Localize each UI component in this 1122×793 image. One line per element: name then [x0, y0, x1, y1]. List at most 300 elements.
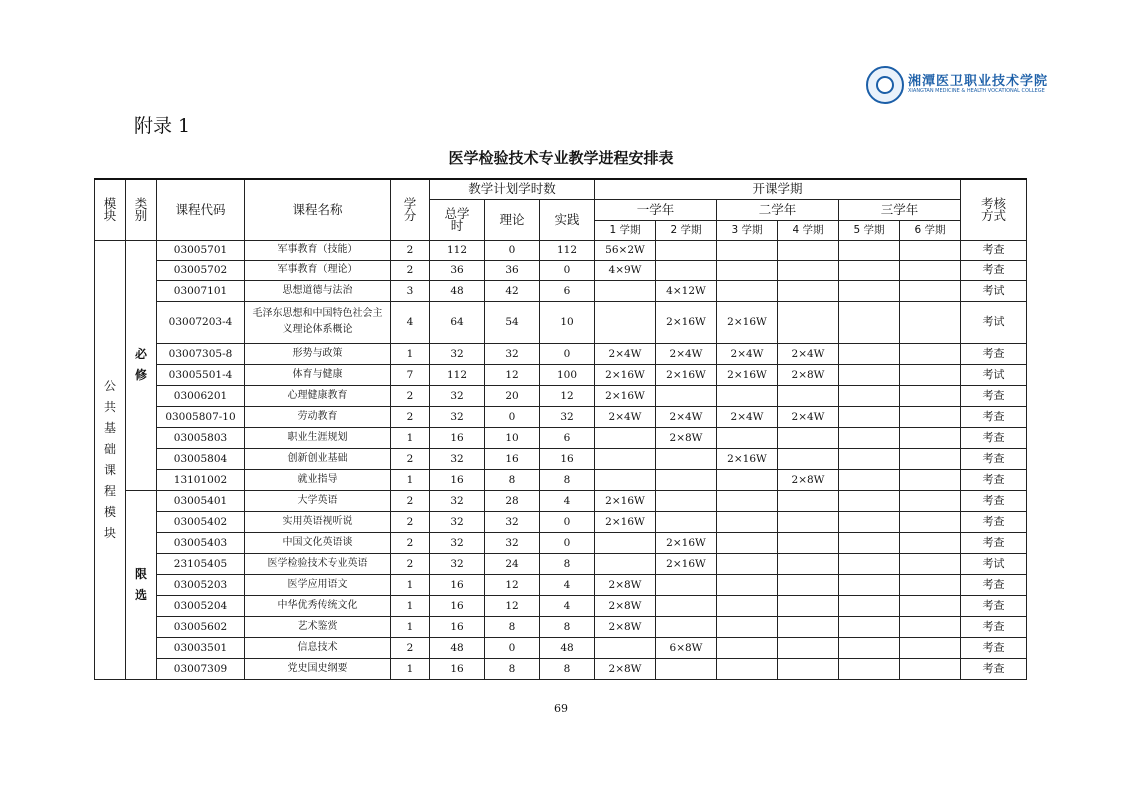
cell-s6 — [900, 574, 961, 595]
cell-code: 03006201 — [157, 385, 245, 406]
cell-s5 — [839, 637, 900, 658]
cell-s4: 2×4W — [778, 343, 839, 364]
cell-s2 — [656, 240, 717, 260]
cell-s3: 2×16W — [717, 301, 778, 343]
cell-practice: 0 — [540, 260, 595, 280]
cell-s6 — [900, 343, 961, 364]
cell-exam: 考试 — [961, 364, 1027, 385]
cell-practice: 4 — [540, 574, 595, 595]
cell-s5 — [839, 301, 900, 343]
cell-exam: 考查 — [961, 406, 1027, 427]
cell-s2 — [656, 616, 717, 637]
cell-s4 — [778, 553, 839, 574]
table-row — [95, 448, 1027, 469]
cell-name: 中华优秀传统文化 — [245, 595, 391, 616]
cell-s5 — [839, 490, 900, 511]
cell-code: 03005402 — [157, 511, 245, 532]
cell-name: 就业指导 — [245, 469, 391, 490]
cell-code: 03005203 — [157, 574, 245, 595]
cell-exam: 考查 — [961, 658, 1027, 679]
header-sem1: 1 学期 — [595, 220, 656, 240]
cell-s6 — [900, 595, 961, 616]
cell-practice: 8 — [540, 469, 595, 490]
cell-credit: 7 — [391, 364, 430, 385]
cell-code: 03005204 — [157, 595, 245, 616]
appendix-label: 附录 1 — [134, 115, 191, 137]
cell-practice: 10 — [540, 301, 595, 343]
cell-code: 03005803 — [157, 427, 245, 448]
cell-s6 — [900, 406, 961, 427]
cell-exam: 考试 — [961, 280, 1027, 301]
cell-s5 — [839, 595, 900, 616]
cell-s2: 2×16W — [656, 301, 717, 343]
cell-practice: 112 — [540, 240, 595, 260]
cell-exam: 考查 — [961, 637, 1027, 658]
cell-s1 — [595, 637, 656, 658]
category-elective — [126, 490, 157, 679]
cell-name: 军事教育（理论） — [245, 260, 391, 280]
category-label: 必修 — [134, 347, 147, 382]
table-row — [95, 595, 1027, 616]
cell-s2 — [656, 469, 717, 490]
cell-exam: 考查 — [961, 616, 1027, 637]
cell-s1: 2×8W — [595, 616, 656, 637]
header-sem5: 5 学期 — [839, 220, 900, 240]
cell-s3 — [717, 574, 778, 595]
cell-s3 — [717, 260, 778, 280]
table-row — [95, 469, 1027, 490]
cell-s3 — [717, 490, 778, 511]
cell-total: 16 — [430, 595, 485, 616]
cell-total: 32 — [430, 406, 485, 427]
cell-exam: 考查 — [961, 240, 1027, 260]
cell-practice: 16 — [540, 448, 595, 469]
cell-practice: 0 — [540, 511, 595, 532]
cell-credit: 1 — [391, 427, 430, 448]
cell-exam: 考查 — [961, 448, 1027, 469]
header-year1: 一学年 — [595, 199, 717, 220]
cell-practice: 32 — [540, 406, 595, 427]
cell-s3: 2×16W — [717, 448, 778, 469]
cell-practice: 4 — [540, 490, 595, 511]
cell-total: 32 — [430, 385, 485, 406]
cell-theory: 12 — [485, 574, 540, 595]
cell-credit: 2 — [391, 448, 430, 469]
cell-s3: 2×4W — [717, 343, 778, 364]
cell-theory: 12 — [485, 364, 540, 385]
cell-total: 112 — [430, 240, 485, 260]
cell-name: 劳动教育 — [245, 406, 391, 427]
college-name-en: XIANGTAN MEDICINE & HEALTH VOCATIONAL COLLEGE — [908, 88, 1045, 94]
cell-code: 03005701 — [157, 240, 245, 260]
cell-s3: 2×4W — [717, 406, 778, 427]
header-theory: 理论 — [485, 199, 540, 240]
cell-credit: 2 — [391, 240, 430, 260]
cell-name: 党史国史纲要 — [245, 658, 391, 679]
cell-practice: 0 — [540, 532, 595, 553]
table-row — [95, 427, 1027, 448]
cell-s4 — [778, 260, 839, 280]
cell-s3 — [717, 595, 778, 616]
cell-theory: 8 — [485, 469, 540, 490]
table-row — [95, 343, 1027, 364]
cell-s4 — [778, 532, 839, 553]
page-number: 69 — [554, 702, 568, 715]
cell-s1 — [595, 532, 656, 553]
cell-theory: 28 — [485, 490, 540, 511]
cell-s4 — [778, 616, 839, 637]
cell-s2 — [656, 490, 717, 511]
header-hours-group: 教学计划学时数 — [430, 179, 595, 199]
cell-theory: 10 — [485, 427, 540, 448]
header-category: 类别 — [126, 179, 157, 240]
cell-s6 — [900, 637, 961, 658]
cell-total: 16 — [430, 658, 485, 679]
cell-credit: 1 — [391, 574, 430, 595]
cell-total: 48 — [430, 637, 485, 658]
cell-s6 — [900, 616, 961, 637]
cell-s3 — [717, 469, 778, 490]
cell-name: 体育与健康 — [245, 364, 391, 385]
cell-practice: 8 — [540, 553, 595, 574]
header-year2: 二学年 — [717, 199, 839, 220]
cell-theory: 42 — [485, 280, 540, 301]
cell-s1: 2×16W — [595, 364, 656, 385]
cell-s3 — [717, 280, 778, 301]
cell-s4 — [778, 574, 839, 595]
header-module: 模块 — [95, 179, 126, 240]
college-name: 湘潭医卫职业技术学院 — [908, 74, 1049, 89]
cell-s1 — [595, 448, 656, 469]
cell-s3 — [717, 385, 778, 406]
cell-s6 — [900, 490, 961, 511]
header-total-hours: 总学时 — [430, 199, 485, 240]
header-semester-group: 开课学期 — [595, 179, 961, 199]
cell-code: 03007101 — [157, 280, 245, 301]
cell-s2: 4×12W — [656, 280, 717, 301]
college-logo — [866, 66, 1049, 106]
cell-total: 64 — [430, 301, 485, 343]
header-course-code: 课程代码 — [157, 179, 245, 240]
cell-s4 — [778, 301, 839, 343]
header-course-name: 课程名称 — [245, 179, 391, 240]
cell-credit: 2 — [391, 490, 430, 511]
cell-credit: 1 — [391, 616, 430, 637]
cell-s2: 6×8W — [656, 637, 717, 658]
cell-practice: 6 — [540, 280, 595, 301]
table-row — [95, 260, 1027, 280]
cell-code: 03003501 — [157, 637, 245, 658]
cell-theory: 54 — [485, 301, 540, 343]
cell-total: 16 — [430, 427, 485, 448]
cell-total: 32 — [430, 553, 485, 574]
cell-credit: 3 — [391, 280, 430, 301]
cell-s3 — [717, 616, 778, 637]
cell-theory: 32 — [485, 343, 540, 364]
cell-s6 — [900, 532, 961, 553]
cell-code: 03005602 — [157, 616, 245, 637]
cell-total: 32 — [430, 511, 485, 532]
cell-credit: 4 — [391, 301, 430, 343]
page-title: 医学检验技术专业教学进程安排表 — [448, 149, 674, 167]
cell-total: 112 — [430, 364, 485, 385]
cell-name: 实用英语视听说 — [245, 511, 391, 532]
cell-name: 医学检验技术专业英语 — [245, 553, 391, 574]
cell-s4: 2×8W — [778, 469, 839, 490]
cell-code: 03005807-10 — [157, 406, 245, 427]
cell-s2: 2×4W — [656, 406, 717, 427]
cell-s5 — [839, 427, 900, 448]
table-row — [95, 301, 1027, 343]
cell-code: 03005401 — [157, 490, 245, 511]
cell-s1: 2×8W — [595, 658, 656, 679]
cell-s1 — [595, 301, 656, 343]
cell-s5 — [839, 364, 900, 385]
cell-s3: 2×16W — [717, 364, 778, 385]
table-row — [95, 364, 1027, 385]
cell-theory: 36 — [485, 260, 540, 280]
cell-total: 48 — [430, 280, 485, 301]
cell-exam: 考查 — [961, 385, 1027, 406]
module-cell — [95, 240, 126, 679]
cell-practice: 4 — [540, 595, 595, 616]
cell-s2 — [656, 448, 717, 469]
cell-exam: 考查 — [961, 574, 1027, 595]
cell-practice: 100 — [540, 364, 595, 385]
college-emblem-icon — [866, 66, 904, 104]
cell-s2: 2×16W — [656, 364, 717, 385]
cell-s6 — [900, 658, 961, 679]
cell-exam: 考查 — [961, 427, 1027, 448]
cell-s4 — [778, 595, 839, 616]
cell-s2 — [656, 260, 717, 280]
cell-s2: 2×16W — [656, 553, 717, 574]
cell-credit: 2 — [391, 511, 430, 532]
cell-theory: 0 — [485, 637, 540, 658]
course-schedule-table — [94, 178, 1027, 680]
cell-name: 毛泽东思想和中国特色社会主义理论体系概论 — [245, 301, 391, 343]
table-row — [95, 616, 1027, 637]
cell-exam: 考查 — [961, 260, 1027, 280]
header-sem4: 4 学期 — [778, 220, 839, 240]
cell-exam: 考查 — [961, 532, 1027, 553]
cell-s3 — [717, 553, 778, 574]
cell-name: 医学应用语文 — [245, 574, 391, 595]
cell-credit: 1 — [391, 343, 430, 364]
cell-practice: 8 — [540, 616, 595, 637]
cell-name: 中国文化英语谈 — [245, 532, 391, 553]
header-practice: 实践 — [540, 199, 595, 240]
cell-s2: 2×4W — [656, 343, 717, 364]
cell-theory: 32 — [485, 511, 540, 532]
cell-credit: 1 — [391, 658, 430, 679]
cell-total: 16 — [430, 574, 485, 595]
cell-code: 03005804 — [157, 448, 245, 469]
cell-s1: 2×8W — [595, 574, 656, 595]
cell-exam: 考查 — [961, 490, 1027, 511]
cell-credit: 1 — [391, 469, 430, 490]
cell-name: 职业生涯规划 — [245, 427, 391, 448]
cell-theory: 12 — [485, 595, 540, 616]
cell-s6 — [900, 301, 961, 343]
cell-s6 — [900, 280, 961, 301]
cell-s1: 2×4W — [595, 406, 656, 427]
cell-s2 — [656, 658, 717, 679]
cell-s5 — [839, 553, 900, 574]
category-label: 限选 — [134, 566, 147, 602]
cell-s4 — [778, 385, 839, 406]
cell-s6 — [900, 448, 961, 469]
cell-total: 32 — [430, 532, 485, 553]
table-row — [95, 553, 1027, 574]
cell-total: 32 — [430, 343, 485, 364]
cell-total: 32 — [430, 490, 485, 511]
cell-code: 03007309 — [157, 658, 245, 679]
cell-s5 — [839, 280, 900, 301]
cell-code: 03005501-4 — [157, 364, 245, 385]
cell-s4 — [778, 240, 839, 260]
cell-name: 思想道德与法治 — [245, 280, 391, 301]
cell-s3 — [717, 427, 778, 448]
cell-s5 — [839, 469, 900, 490]
cell-s6 — [900, 427, 961, 448]
cell-s4 — [778, 448, 839, 469]
cell-theory: 24 — [485, 553, 540, 574]
cell-s5 — [839, 240, 900, 260]
cell-s2: 2×8W — [656, 427, 717, 448]
cell-s5 — [839, 343, 900, 364]
cell-s5 — [839, 574, 900, 595]
cell-theory: 8 — [485, 616, 540, 637]
cell-theory: 0 — [485, 406, 540, 427]
header-sem6: 6 学期 — [900, 220, 961, 240]
cell-s3 — [717, 532, 778, 553]
cell-s5 — [839, 658, 900, 679]
cell-practice: 0 — [540, 343, 595, 364]
cell-credit: 2 — [391, 637, 430, 658]
header-credit: 学分 — [391, 179, 430, 240]
cell-name: 信息技术 — [245, 637, 391, 658]
cell-s2 — [656, 385, 717, 406]
cell-code: 03005403 — [157, 532, 245, 553]
cell-code: 03005702 — [157, 260, 245, 280]
cell-s1: 2×16W — [595, 385, 656, 406]
cell-s4 — [778, 490, 839, 511]
cell-theory: 0 — [485, 240, 540, 260]
cell-s1 — [595, 280, 656, 301]
table-row — [95, 490, 1027, 511]
table-row — [95, 406, 1027, 427]
cell-s1 — [595, 553, 656, 574]
cell-code: 03007203-4 — [157, 301, 245, 343]
cell-name: 创新创业基础 — [245, 448, 391, 469]
cell-exam: 考查 — [961, 595, 1027, 616]
cell-s4 — [778, 280, 839, 301]
cell-theory: 8 — [485, 658, 540, 679]
table-row — [95, 511, 1027, 532]
cell-theory: 32 — [485, 532, 540, 553]
table-row — [95, 574, 1027, 595]
cell-total: 36 — [430, 260, 485, 280]
cell-s4 — [778, 511, 839, 532]
cell-s1: 2×8W — [595, 595, 656, 616]
cell-s4 — [778, 427, 839, 448]
header-sem3: 3 学期 — [717, 220, 778, 240]
cell-exam: 考查 — [961, 469, 1027, 490]
cell-s6 — [900, 240, 961, 260]
cell-code: 23105405 — [157, 553, 245, 574]
cell-exam: 考试 — [961, 553, 1027, 574]
header-exam-method: 考核方式 — [961, 179, 1027, 240]
cell-s4: 2×8W — [778, 364, 839, 385]
cell-s6 — [900, 385, 961, 406]
cell-practice: 6 — [540, 427, 595, 448]
cell-exam: 考查 — [961, 343, 1027, 364]
cell-s1: 2×16W — [595, 511, 656, 532]
cell-s5 — [839, 448, 900, 469]
cell-total: 16 — [430, 469, 485, 490]
cell-total: 32 — [430, 448, 485, 469]
cell-name: 艺术鉴赏 — [245, 616, 391, 637]
cell-s5 — [839, 532, 900, 553]
cell-practice: 12 — [540, 385, 595, 406]
cell-credit: 1 — [391, 595, 430, 616]
cell-s3 — [717, 240, 778, 260]
cell-s1: 2×4W — [595, 343, 656, 364]
cell-s4 — [778, 658, 839, 679]
cell-s3 — [717, 658, 778, 679]
cell-practice: 48 — [540, 637, 595, 658]
cell-s5 — [839, 616, 900, 637]
cell-code: 03007305-8 — [157, 343, 245, 364]
table-row — [95, 532, 1027, 553]
cell-name: 心理健康教育 — [245, 385, 391, 406]
cell-theory: 20 — [485, 385, 540, 406]
cell-s6 — [900, 553, 961, 574]
cell-credit: 2 — [391, 406, 430, 427]
cell-s2 — [656, 511, 717, 532]
header-sem2: 2 学期 — [656, 220, 717, 240]
cell-exam: 考查 — [961, 511, 1027, 532]
cell-s4 — [778, 637, 839, 658]
table-row — [95, 658, 1027, 679]
cell-s2: 2×16W — [656, 532, 717, 553]
cell-name: 大学英语 — [245, 490, 391, 511]
cell-code: 13101002 — [157, 469, 245, 490]
cell-s1: 4×9W — [595, 260, 656, 280]
cell-s2 — [656, 595, 717, 616]
cell-credit: 2 — [391, 553, 430, 574]
module-label: 公共基础课程模块 — [103, 378, 116, 540]
category-required — [126, 240, 157, 490]
cell-s4: 2×4W — [778, 406, 839, 427]
cell-practice: 8 — [540, 658, 595, 679]
cell-s5 — [839, 511, 900, 532]
table-row — [95, 637, 1027, 658]
cell-s3 — [717, 637, 778, 658]
cell-s1 — [595, 427, 656, 448]
table-row — [95, 240, 1027, 260]
cell-total: 16 — [430, 616, 485, 637]
cell-s6 — [900, 469, 961, 490]
cell-exam: 考试 — [961, 301, 1027, 343]
cell-s5 — [839, 406, 900, 427]
table-row — [95, 385, 1027, 406]
cell-credit: 2 — [391, 385, 430, 406]
cell-s6 — [900, 511, 961, 532]
table-row — [95, 280, 1027, 301]
cell-theory: 16 — [485, 448, 540, 469]
